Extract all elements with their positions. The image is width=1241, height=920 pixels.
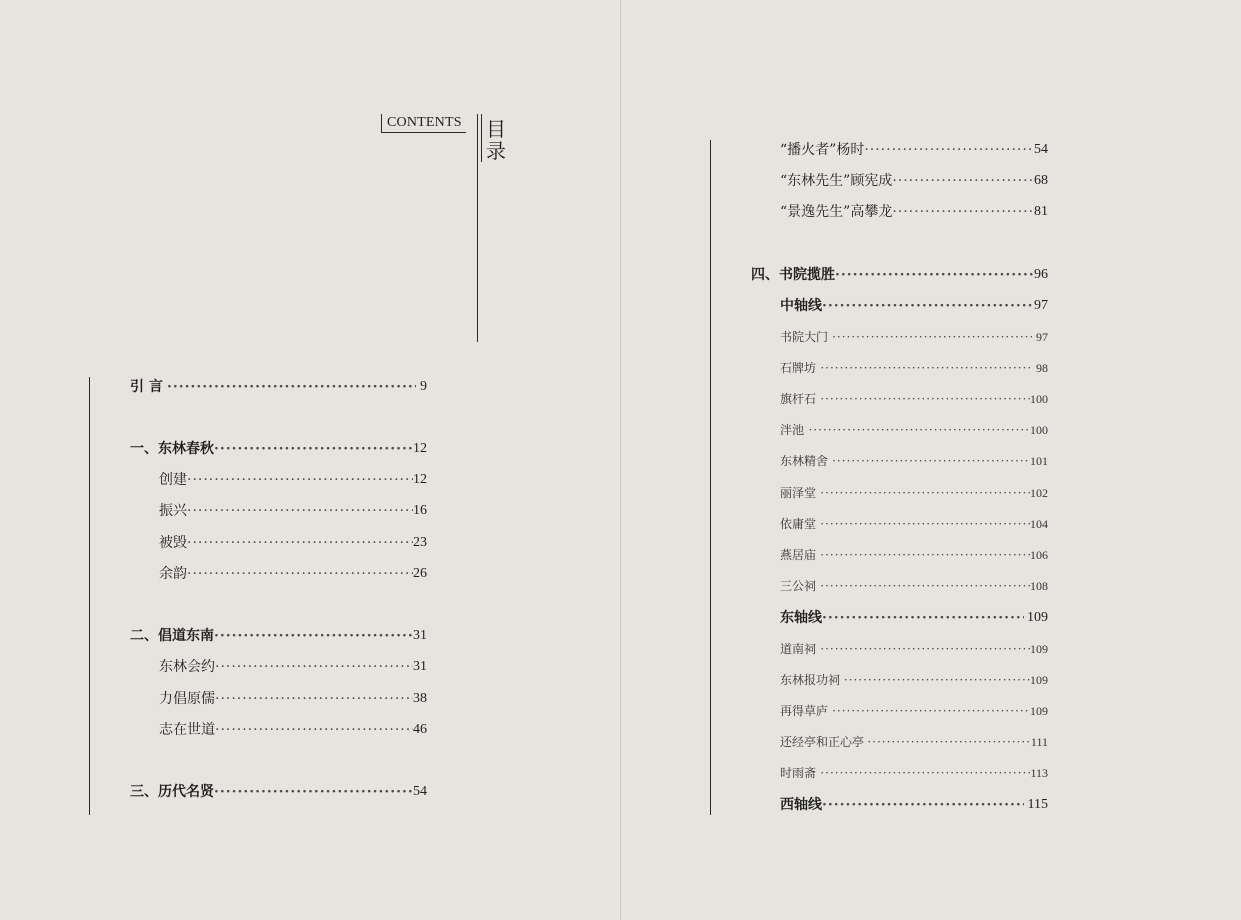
toc-entry-page: 97 [1034, 298, 1048, 313]
leader-dots [215, 689, 413, 709]
toc-entry-label: “播火者”杨时 [780, 142, 865, 158]
toc-entry[interactable] [780, 389, 1048, 409]
contents-label: CONTENTS [381, 114, 466, 133]
leader-dots [822, 296, 1034, 316]
toc-entry[interactable] [780, 514, 1048, 534]
leader-dots [820, 639, 1030, 659]
toc-entry-label: 三公祠 [780, 579, 817, 593]
toc-entry-page: 108 [1030, 579, 1048, 593]
right-margin-rule [710, 140, 711, 815]
toc-entry-label: 燕居庙 [780, 548, 817, 562]
toc-entry-page: 12 [413, 472, 427, 487]
toc-entry-page: 23 [413, 535, 427, 550]
toc-entry[interactable] [780, 327, 1048, 347]
left-margin-rule [89, 377, 90, 815]
toc-entry-page: 96 [1034, 267, 1048, 282]
toc-entry-page: 38 [413, 691, 427, 706]
leader-dots [215, 720, 413, 740]
toc-entry-page: 101 [1030, 454, 1048, 468]
toc-entry[interactable] [130, 626, 427, 646]
toc-entry[interactable] [780, 670, 1048, 690]
leader-dots [820, 483, 1030, 503]
toc-entry-label: 引 言 [130, 379, 163, 395]
toc-entry-page: 54 [413, 784, 427, 799]
toc-entry-label: 力倡原儒 [159, 691, 215, 707]
toc-entry[interactable] [159, 470, 427, 490]
toc-entry-page: 109 [1030, 642, 1048, 656]
title-rule-left [477, 114, 478, 342]
toc-entry-page: 111 [1030, 735, 1048, 749]
leader-dots [820, 576, 1030, 596]
toc-entry[interactable] [780, 171, 1048, 191]
toc-entry-page: 31 [413, 659, 427, 674]
toc-entry-label: 时雨斋 [780, 766, 817, 780]
toc-entry-label: 余韵 [159, 566, 187, 582]
toc-entry[interactable] [130, 439, 427, 459]
toc-entry-label: 书院大门 [780, 330, 829, 344]
leader-dots [820, 389, 1030, 409]
toc-entry-label: “景逸先生”高攀龙 [780, 204, 893, 220]
toc-entry-page: 109 [1030, 704, 1048, 718]
leader-dots [214, 782, 413, 802]
toc-entry-label: 依庸堂 [780, 517, 817, 531]
toc-entry-label: 志在世道 [159, 722, 215, 738]
toc-entry-page: 31 [413, 628, 427, 643]
toc-entry-label: 再得草庐 [780, 704, 829, 718]
toc-entry-label: 道南祠 [780, 642, 817, 656]
toc-entry[interactable] [159, 720, 427, 740]
toc-entry-page: 26 [413, 566, 427, 581]
title-char-lu: 录 [486, 139, 506, 163]
toc-entry[interactable] [780, 140, 1048, 160]
toc-entry[interactable] [780, 763, 1048, 783]
leader-dots [187, 501, 413, 521]
toc-entry-page: 9 [420, 379, 428, 394]
toc-entry-label: 旗杆石 [780, 392, 817, 406]
toc-entry-label: 泮池 [780, 423, 805, 437]
leader-dots [214, 626, 413, 646]
toc-entry-page: 113 [1030, 766, 1048, 780]
toc-entry[interactable] [780, 639, 1048, 659]
leader-dots [820, 545, 1030, 565]
toc-entry[interactable] [780, 296, 1048, 316]
leader-dots [867, 732, 1031, 752]
toc-entry-label: “东林先生”顾宪成 [780, 173, 893, 189]
toc-entry[interactable] [780, 701, 1048, 721]
toc-entry-page: 12 [413, 441, 427, 456]
leader-dots [187, 564, 413, 584]
leader-dots [822, 608, 1024, 628]
toc-entry-page: 100 [1030, 392, 1048, 406]
toc-entry-page: 115 [1027, 797, 1048, 812]
toc-entry[interactable] [159, 564, 427, 584]
leader-dots [832, 327, 1032, 347]
toc-entry[interactable] [780, 545, 1048, 565]
book-spine [620, 0, 621, 920]
leader-dots [892, 202, 1034, 222]
toc-entry-page: 106 [1030, 548, 1048, 562]
toc-entry[interactable] [159, 533, 427, 553]
toc-entry-label: 石牌坊 [780, 361, 817, 375]
leader-dots [214, 439, 413, 459]
toc-entry-page: 102 [1030, 486, 1048, 500]
toc-entry-page: 100 [1030, 423, 1048, 437]
leader-dots [892, 171, 1034, 191]
toc-entry[interactable] [780, 795, 1048, 815]
toc-entry[interactable] [780, 358, 1048, 378]
toc-entry-label: 西轴线 [780, 797, 822, 813]
toc-entry-label: 东林会约 [159, 659, 215, 675]
leader-dots [832, 451, 1030, 471]
leader-dots [187, 470, 413, 490]
toc-entry-page: 16 [413, 503, 427, 518]
toc-entry[interactable] [780, 608, 1048, 628]
toc-entry-label: 一、东林春秋 [130, 441, 214, 457]
toc-entry-page: 54 [1034, 142, 1048, 157]
toc-entry-page: 68 [1034, 173, 1048, 188]
toc-entry-label: 四、书院揽胜 [751, 267, 835, 283]
leader-dots [167, 377, 416, 397]
toc-entry[interactable] [780, 451, 1048, 471]
leader-dots [832, 701, 1030, 721]
toc-entry[interactable] [780, 732, 1048, 752]
toc-entry[interactable] [130, 377, 427, 397]
toc-entry-label: 东林精舍 [780, 454, 829, 468]
toc-entry-label: 创建 [159, 472, 187, 488]
leader-dots [187, 533, 413, 553]
toc-entry[interactable] [130, 782, 427, 802]
toc-entry-page: 97 [1035, 330, 1048, 344]
leader-dots [864, 140, 1034, 160]
toc-entry[interactable] [159, 501, 427, 521]
toc-entry[interactable] [780, 202, 1048, 222]
title-char-mu: 目 [486, 117, 506, 141]
leader-dots [809, 420, 1030, 440]
toc-entry-page: 104 [1030, 517, 1048, 531]
leader-dots [820, 358, 1031, 378]
title-rule-right [481, 114, 482, 162]
toc-entry-page: 46 [413, 722, 427, 737]
toc-entry-label: 还经亭和正心亭 [780, 735, 865, 749]
toc-entry-page: 81 [1034, 204, 1048, 219]
toc-entry-label: 三、历代名贤 [130, 784, 214, 800]
leader-dots [844, 670, 1030, 690]
leader-dots [820, 514, 1030, 534]
leader-dots [822, 795, 1024, 815]
toc-entry-label: 振兴 [159, 503, 187, 519]
toc-entry[interactable] [780, 420, 1048, 440]
leader-dots [835, 265, 1034, 285]
toc-entry[interactable] [780, 576, 1048, 596]
toc-entry-label: 二、倡道东南 [130, 628, 214, 644]
toc-entry-label: 丽泽堂 [780, 486, 817, 500]
toc-entry-page: 109 [1027, 610, 1048, 625]
toc-entry[interactable] [780, 483, 1048, 503]
toc-entry[interactable] [159, 689, 427, 709]
toc-entry-label: 东林报功祠 [780, 673, 841, 687]
toc-entry-page: 109 [1030, 673, 1048, 687]
toc-entry-label: 被毁 [159, 535, 187, 551]
toc-entry-page: 98 [1035, 361, 1048, 375]
toc-entry[interactable] [751, 265, 1048, 285]
leader-dots [820, 763, 1030, 783]
toc-entry[interactable] [159, 657, 427, 677]
toc-entry-label: 东轴线 [780, 610, 822, 626]
leader-dots [215, 657, 413, 677]
toc-entry-label: 中轴线 [780, 298, 822, 314]
